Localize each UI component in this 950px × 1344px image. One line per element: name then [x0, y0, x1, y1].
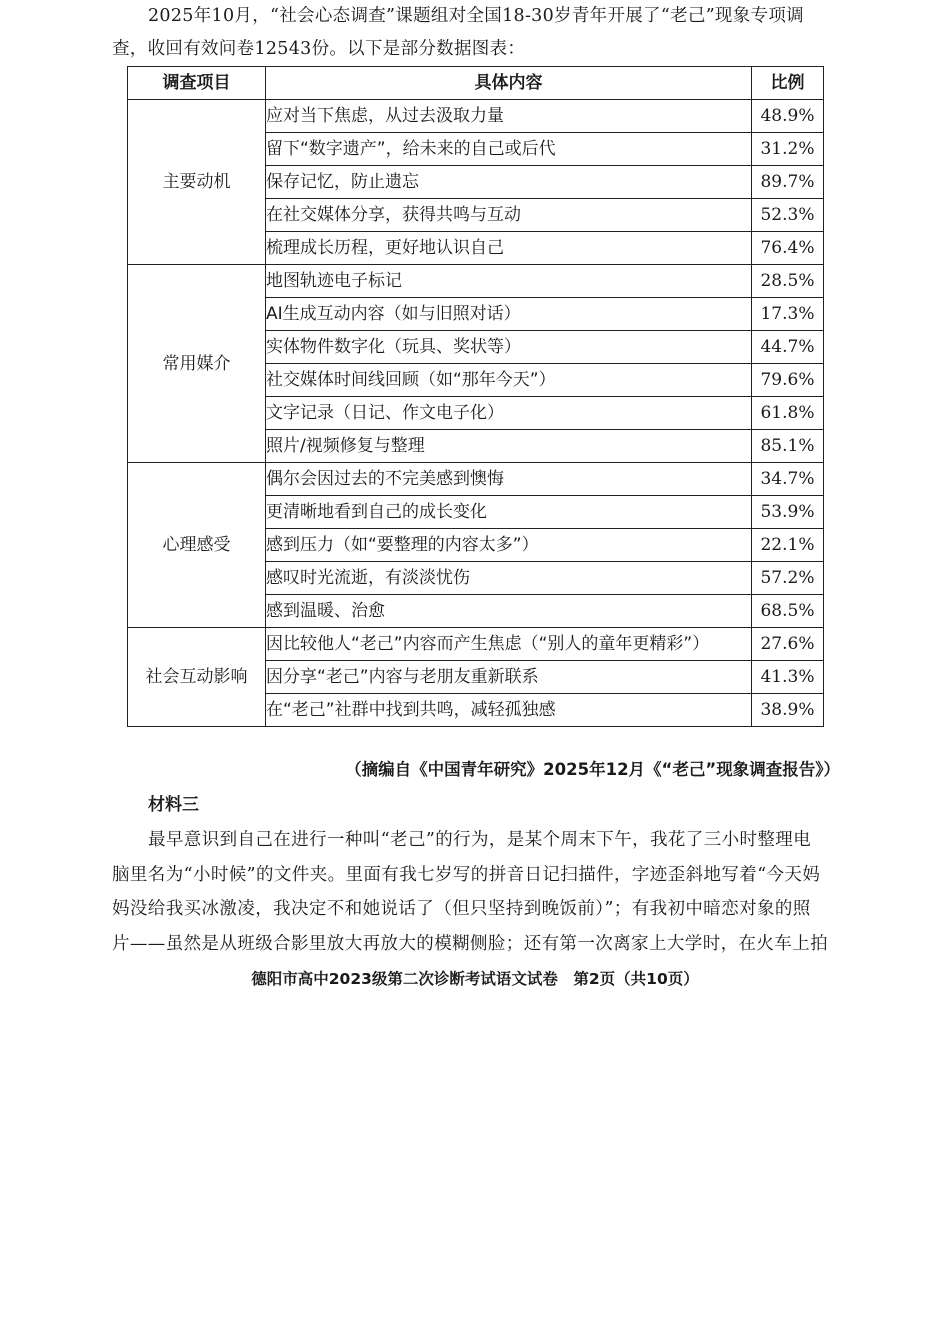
ratio-cell: 17.3% [752, 298, 824, 331]
ratio-cell: 41.3% [752, 661, 824, 694]
ratio-cell: 53.9% [752, 496, 824, 529]
content-cell: 应对当下焦虑，从过去汲取力量 [266, 100, 752, 133]
content-cell: AI生成互动内容（如与旧照对话） [266, 298, 752, 331]
content-cell: 感到压力（如“要整理的内容太多”） [266, 529, 752, 562]
content-cell: 因比较他人“老己”内容而产生焦虑（“别人的童年更精彩”） [266, 628, 752, 661]
content-cell: 梳理成长历程，更好地认识自己 [266, 232, 752, 265]
material-title: 材料三 [148, 795, 199, 815]
ratio-cell: 76.4% [752, 232, 824, 265]
ratio-cell: 34.7% [752, 463, 824, 496]
category-cell: 常用媒介 [128, 265, 266, 463]
category-cell: 心理感受 [128, 463, 266, 628]
content-cell: 社交媒体时间线回顾（如“那年今天”） [266, 364, 752, 397]
ratio-cell: 85.1% [752, 430, 824, 463]
ratio-cell: 38.9% [752, 694, 824, 727]
ratio-cell: 28.5% [752, 265, 824, 298]
header-category: 调查项目 [128, 67, 266, 100]
content-cell: 照片/视频修复与整理 [266, 430, 752, 463]
ratio-cell: 48.9% [752, 100, 824, 133]
material-line: 片——虽然是从班级合影里放大再放大的模糊侧脸；还有第一次离家上大学时，在火车上拍 [112, 933, 828, 954]
content-cell: 感叹时光流逝，有淡淡忧伤 [266, 562, 752, 595]
table-row [128, 463, 824, 496]
content-cell: 感到温暖、治愈 [266, 595, 752, 628]
ratio-cell: 44.7% [752, 331, 824, 364]
ratio-cell: 27.6% [752, 628, 824, 661]
content-cell: 实体物件数字化（玩具、奖状等） [266, 331, 752, 364]
content-cell: 在“老己”社群中找到共鸣，减轻孤独感 [266, 694, 752, 727]
content-cell: 文字记录（日记、作文电子化） [266, 397, 752, 430]
material-line: 妈没给我买冰激凌，我决定不和她说话了（但只坚持到晚饭前）”；有我初中暗恋对象的照 [112, 899, 811, 919]
ratio-cell: 52.3% [752, 199, 824, 232]
table-row [128, 628, 824, 661]
content-cell: 因分享“老己”内容与老朋友重新联系 [266, 661, 752, 694]
category-cell: 主要动机 [128, 100, 266, 265]
intro-paragraph [112, 0, 842, 66]
table-row [128, 265, 824, 298]
ratio-cell: 57.2% [752, 562, 824, 595]
material-line: 脑里名为“小时候”的文件夹。里面有我七岁写的拼音日记扫描件，字迹歪斜地写着“今天妈 [112, 864, 821, 885]
content-cell: 地图轨迹电子标记 [266, 265, 752, 298]
content-cell: 偶尔会因过去的不完美感到懊悔 [266, 463, 752, 496]
intro-line-2: 查，收回有效问卷12543份。以下是部分数据图表： [112, 39, 526, 59]
header-ratio: 比例 [752, 67, 824, 100]
material-line: 最早意识到自己在进行一种叫“老己”的行为，是某个周末下午，我花了三小时整理电 [148, 830, 812, 850]
table-row [128, 100, 824, 133]
ratio-cell: 61.8% [752, 397, 824, 430]
category-cell: 社会互动影响 [128, 628, 266, 727]
page-footer: 德阳市高中2023级第二次诊断考试语文试卷 第2页（共10页） [251, 970, 699, 988]
ratio-cell: 22.1% [752, 529, 824, 562]
ratio-cell: 31.2% [752, 133, 824, 166]
material-body [112, 823, 842, 961]
source-citation: （摘编自《中国青年研究》2025年12月《“老己”现象调查报告》） [345, 760, 840, 779]
ratio-cell: 68.5% [752, 595, 824, 628]
table-body [128, 100, 824, 727]
intro-line-1: 2025年10月，“社会心态调查”课题组对全国18-30岁青年开展了“老己”现象专项调 [148, 6, 804, 26]
ratio-cell: 79.6% [752, 364, 824, 397]
content-cell: 留下“数字遗产”，给未来的自己或后代 [266, 133, 752, 166]
ratio-cell: 89.7% [752, 166, 824, 199]
content-cell: 在社交媒体分享，获得共鸣与互动 [266, 199, 752, 232]
table-header-row [128, 67, 824, 100]
survey-table [127, 66, 824, 727]
content-cell: 保存记忆，防止遗忘 [266, 166, 752, 199]
content-cell: 更清晰地看到自己的成长变化 [266, 496, 752, 529]
header-content: 具体内容 [266, 67, 752, 100]
